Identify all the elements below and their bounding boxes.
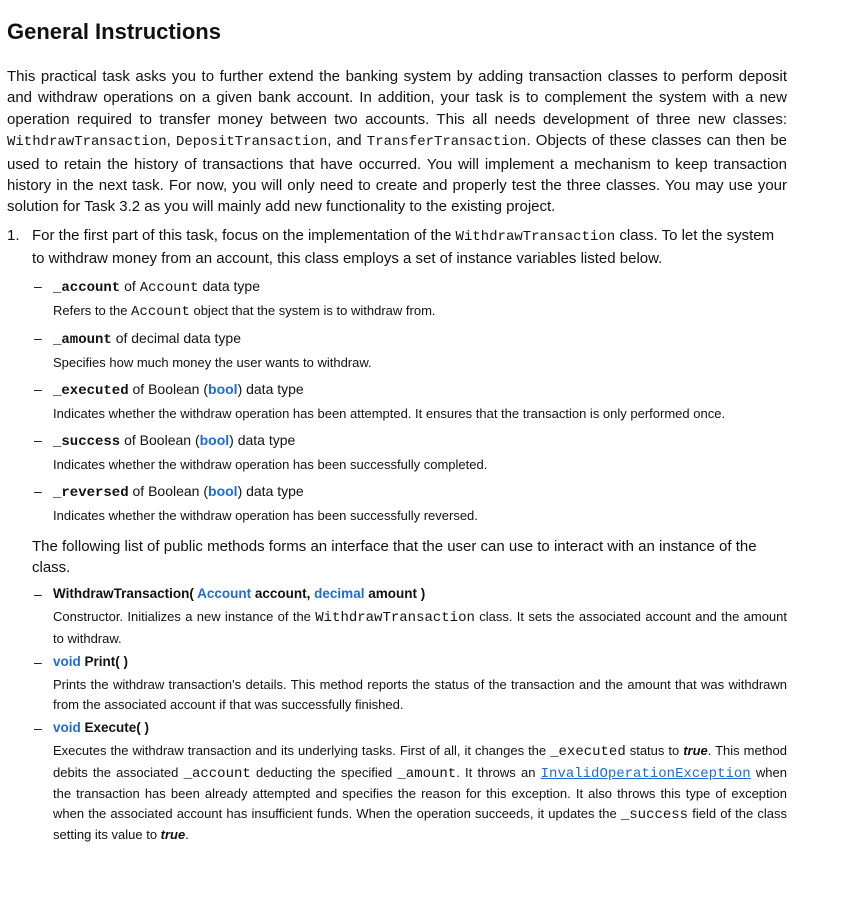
desc-code: _account <box>183 765 251 782</box>
variable-name: _amount <box>53 331 112 348</box>
method-signature <box>53 652 787 672</box>
variable-description: Specifies how much money the user wants to withdraw. <box>53 354 372 370</box>
method-item-print <box>32 652 787 714</box>
desc-code: _executed <box>550 744 626 761</box>
class-name-transfer: TransferTransaction <box>366 134 527 151</box>
intro-sep-2: , and <box>327 132 367 150</box>
keyword-bool: bool <box>208 380 238 397</box>
variable-heading <box>53 276 787 298</box>
desc-text: deducting the specified <box>250 764 398 780</box>
desc-text-b: object that the system is to withdraw from. <box>189 302 436 318</box>
variable-name: _reversed <box>53 484 129 501</box>
exception-link[interactable]: InvalidOperationException <box>540 765 751 782</box>
method-signature <box>53 718 787 738</box>
variable-name: _account <box>53 279 121 296</box>
dash-bullet: – <box>34 329 42 346</box>
desc-text: status to <box>625 743 684 759</box>
sig-name: WithdrawTransaction( <box>53 586 198 602</box>
page-title: General Instructions <box>7 19 221 44</box>
desc-code: WithdrawTransaction <box>315 610 475 627</box>
public-methods-list <box>32 584 787 845</box>
variable-type-pre: of decimal data type <box>111 329 241 346</box>
variable-description: Indicates whether the withdraw operation has been successfully completed. <box>53 456 488 472</box>
intro-text-2: . Objects of these classes can then be used to retain the history of transactions that have occurred. You will implement a mechanism to keep transaction history in the next task. For now, you will only need to create and properly test the three classes. You may use your solution for Task 3.2 as you will mainly add new functionality to the existing project. <box>7 132 788 216</box>
instance-variables-list <box>32 276 787 526</box>
keyword-bool: bool <box>199 431 230 448</box>
method-signature <box>53 584 787 604</box>
dash-bullet: – <box>34 482 42 499</box>
variable-type-pre: of <box>120 277 140 294</box>
keyword-bool: bool <box>208 482 238 499</box>
variable-description: Indicates whether the withdraw operation has been attempted. It ensures that the transaction is only performed once. <box>53 405 726 421</box>
variable-item <box>32 379 787 424</box>
methods-intro: The following list of public methods forms an interface that the user can use to interact with an instance of the class. <box>32 537 757 577</box>
desc-text: . It throws an <box>456 764 541 780</box>
variable-name: _executed <box>53 382 129 399</box>
dash-bullet: – <box>34 720 42 737</box>
desc-text: . This method debits the associated <box>53 743 787 780</box>
variable-item <box>32 276 787 322</box>
desc-text: when the transaction has been already attempted and specifies the reason for this exception. It also throws this type of exception when the associated account has insufficient funds. When the operation succeeds, it updates the <box>53 764 787 821</box>
dash-bullet: – <box>34 586 42 603</box>
variable-type-post: ) data type <box>237 482 304 499</box>
class-name-withdraw: WithdrawTransaction <box>7 134 167 151</box>
variable-type-post: ) data type <box>237 380 304 397</box>
method-description <box>53 607 787 648</box>
sig-type-account: Account <box>197 586 252 602</box>
method-description <box>53 741 787 845</box>
dash-bullet: – <box>34 277 42 294</box>
desc-code: Account <box>131 303 190 320</box>
sig-type-decimal: decimal <box>314 586 365 602</box>
sig-param-amount: amount ) <box>364 586 426 602</box>
variable-heading <box>53 379 787 401</box>
desc-text: Executes the withdraw transaction and its underlying tasks. First of all, it changes the <box>53 743 551 759</box>
variable-type-pre: of Boolean ( <box>128 380 209 397</box>
variable-description <box>53 301 787 322</box>
intro-paragraph <box>7 66 787 218</box>
desc-text-a: Constructor. Initializes a new instance of the <box>53 609 316 625</box>
variable-item <box>32 328 787 373</box>
item-lead-class: WithdrawTransaction <box>455 228 616 245</box>
variable-type: Account <box>139 279 199 296</box>
item-lead <box>32 225 787 270</box>
method-item-execute <box>32 718 787 845</box>
method-description: Prints the withdraw transaction's details. This method reports the status of the transaction and the amount that was withdrawn from the associated account if that was successfully finished. <box>53 677 787 712</box>
sig-name: Execute( ) <box>80 720 150 736</box>
intro-sep-1: , <box>166 132 176 150</box>
variable-heading <box>53 328 787 350</box>
intro-text-1: This practical task asks you to further extend the banking system by adding transaction classes to perform deposit and withdraw operations on a given bank account. In addition, your task is to complement the system with a new operation required to transfer money between two accounts. This all needs development of three new classes: <box>7 68 787 128</box>
variable-name: _success <box>53 433 121 450</box>
desc-text: . <box>185 827 189 843</box>
variable-type-pre: of Boolean ( <box>128 482 209 499</box>
sig-param-account: account, <box>251 586 315 602</box>
variable-item <box>32 481 787 526</box>
sig-return-type: void <box>53 654 81 670</box>
variable-item <box>32 430 787 475</box>
variable-description: Indicates whether the withdraw operation has been successfully reversed. <box>53 507 478 523</box>
dash-bullet: – <box>34 380 42 397</box>
variable-type-post: data type <box>198 277 260 294</box>
sig-return-type: void <box>53 720 81 736</box>
desc-true: true <box>160 827 186 843</box>
desc-true: true <box>683 743 708 759</box>
desc-text: field of the class setting its value to <box>53 805 788 843</box>
sig-name: Print( ) <box>80 654 129 670</box>
desc-text-b: class. It sets the associated account and the amount to withdraw. <box>53 609 787 646</box>
item-lead-text-a: For the first part of this task, focus on the implementation of the <box>32 226 456 244</box>
item-lead-text-b: class. To let the system to withdraw money from an account, this class employs a set of instance variables listed below. <box>32 226 775 268</box>
variable-type-pre: of Boolean ( <box>120 431 200 448</box>
variable-heading <box>53 481 787 503</box>
numbered-item-1 <box>7 225 787 845</box>
method-item-constructor <box>32 584 787 648</box>
desc-code: _success <box>620 806 689 823</box>
variable-type-post: ) data type <box>229 431 296 448</box>
dash-bullet: – <box>34 431 42 448</box>
dash-bullet: – <box>34 654 42 671</box>
desc-code: _amount <box>397 765 457 782</box>
variable-heading <box>53 430 787 452</box>
item-number: 1. <box>7 226 20 244</box>
desc-text-a: Refers to the <box>53 302 132 318</box>
class-name-deposit: DepositTransaction <box>176 134 328 151</box>
